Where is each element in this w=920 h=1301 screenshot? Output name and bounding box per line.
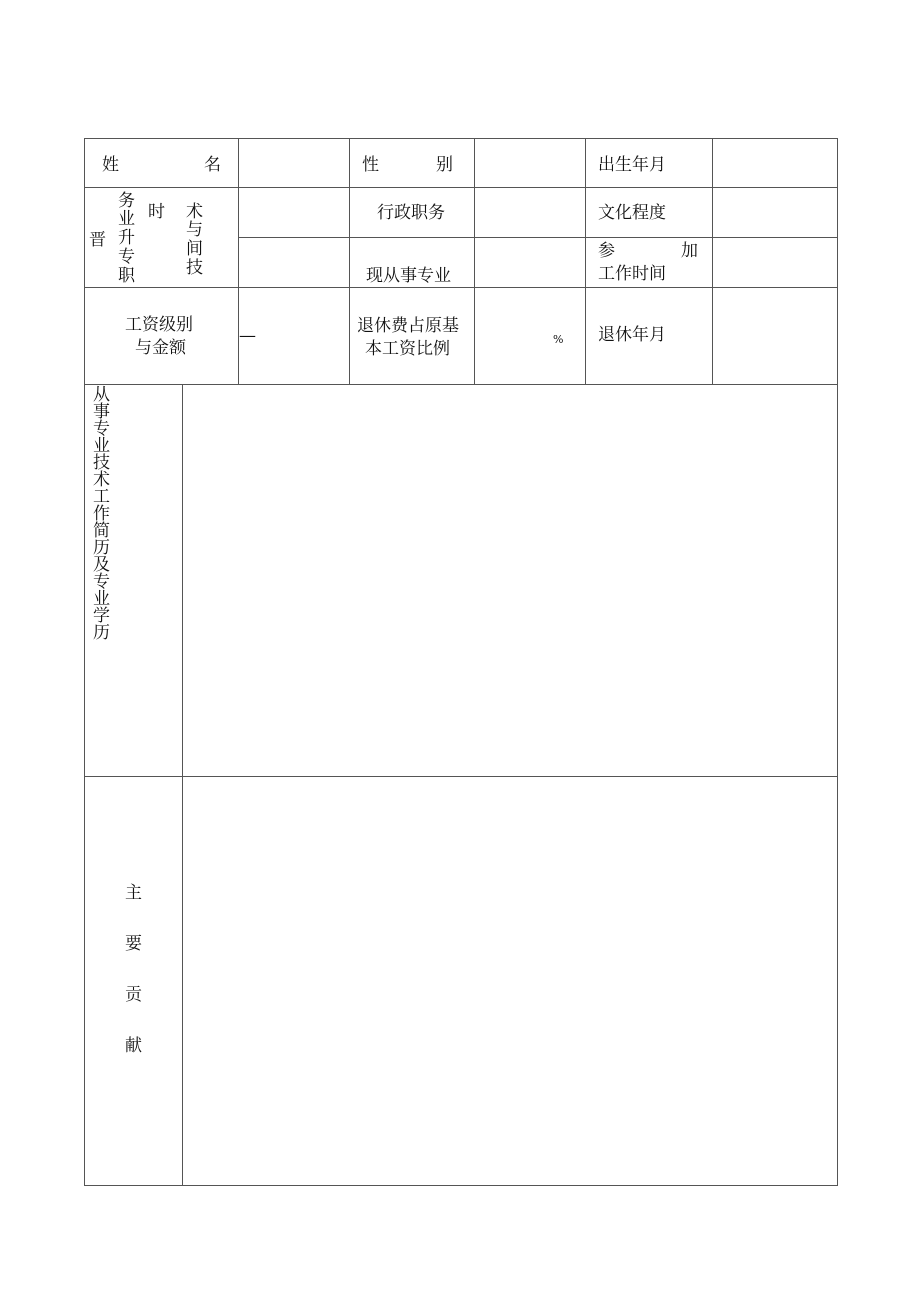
row1-bottom-border — [84, 187, 838, 188]
join-work-time-label: 工作时间 — [598, 264, 666, 284]
work-history-label: 从事专业技术工作简历及专业学历 — [89, 385, 109, 640]
col1-divider — [238, 138, 239, 385]
name-label-char1: 姓 — [102, 155, 119, 175]
row2-bottom-border — [84, 287, 838, 288]
retire-date-label: 退休年月 — [598, 325, 666, 345]
title-char-zhi: 职 — [118, 266, 135, 286]
title-char-ji: 技 — [186, 258, 203, 278]
contribution-char-zhu: 主 — [125, 883, 142, 903]
col5-divider — [712, 138, 713, 385]
title-char-yu: 与 — [186, 220, 203, 240]
table-bottom-border — [84, 1185, 838, 1186]
contribution-char-yao: 要 — [125, 934, 142, 954]
col3-divider — [474, 138, 475, 385]
title-char-ye: 业 — [118, 209, 135, 229]
join-work-char-can: 参 — [598, 241, 615, 261]
col2-divider — [349, 138, 350, 385]
row2-mid-border — [238, 237, 838, 238]
gender-label-char1: 性 — [362, 155, 379, 175]
salary-dash-mark: — — [239, 326, 256, 346]
gender-label-char2: 别 — [436, 155, 453, 175]
name-label-char2: 名 — [204, 155, 221, 175]
table-top-border — [84, 138, 838, 139]
table-right-border — [837, 138, 838, 1186]
lower-left-divider — [182, 384, 183, 1186]
history-bottom-border — [84, 776, 838, 777]
contribution-char-gong: 贡 — [125, 985, 142, 1005]
title-char-shi: 时 — [148, 202, 165, 222]
row3-bottom-border — [84, 384, 838, 385]
contribution-char-xian: 献 — [125, 1036, 142, 1056]
birth-date-label: 出生年月 — [598, 155, 666, 175]
pension-ratio-label-line2: 本工资比例 — [365, 339, 450, 359]
table-left-border — [84, 138, 85, 1186]
col4-divider — [585, 138, 586, 385]
title-char-jian: 间 — [186, 239, 203, 259]
join-work-char-jia: 加 — [681, 241, 698, 261]
percent-sign: % — [553, 333, 564, 346]
current-major-label: 现从事专业 — [366, 266, 451, 286]
title-char-sheng: 升 — [118, 228, 135, 248]
title-char-jin: 晋 — [89, 230, 106, 250]
education-label: 文化程度 — [598, 203, 666, 223]
admin-post-label: 行政职务 — [377, 203, 445, 223]
salary-label-line1: 工资级别 — [125, 315, 193, 335]
title-char-shu: 术 — [186, 202, 203, 222]
title-char-zhuan: 专 — [118, 247, 135, 267]
salary-label-line2: 与金额 — [135, 338, 186, 358]
pension-ratio-label-line1: 退休费占原基 — [357, 316, 459, 336]
title-char-wu: 务 — [118, 191, 135, 211]
